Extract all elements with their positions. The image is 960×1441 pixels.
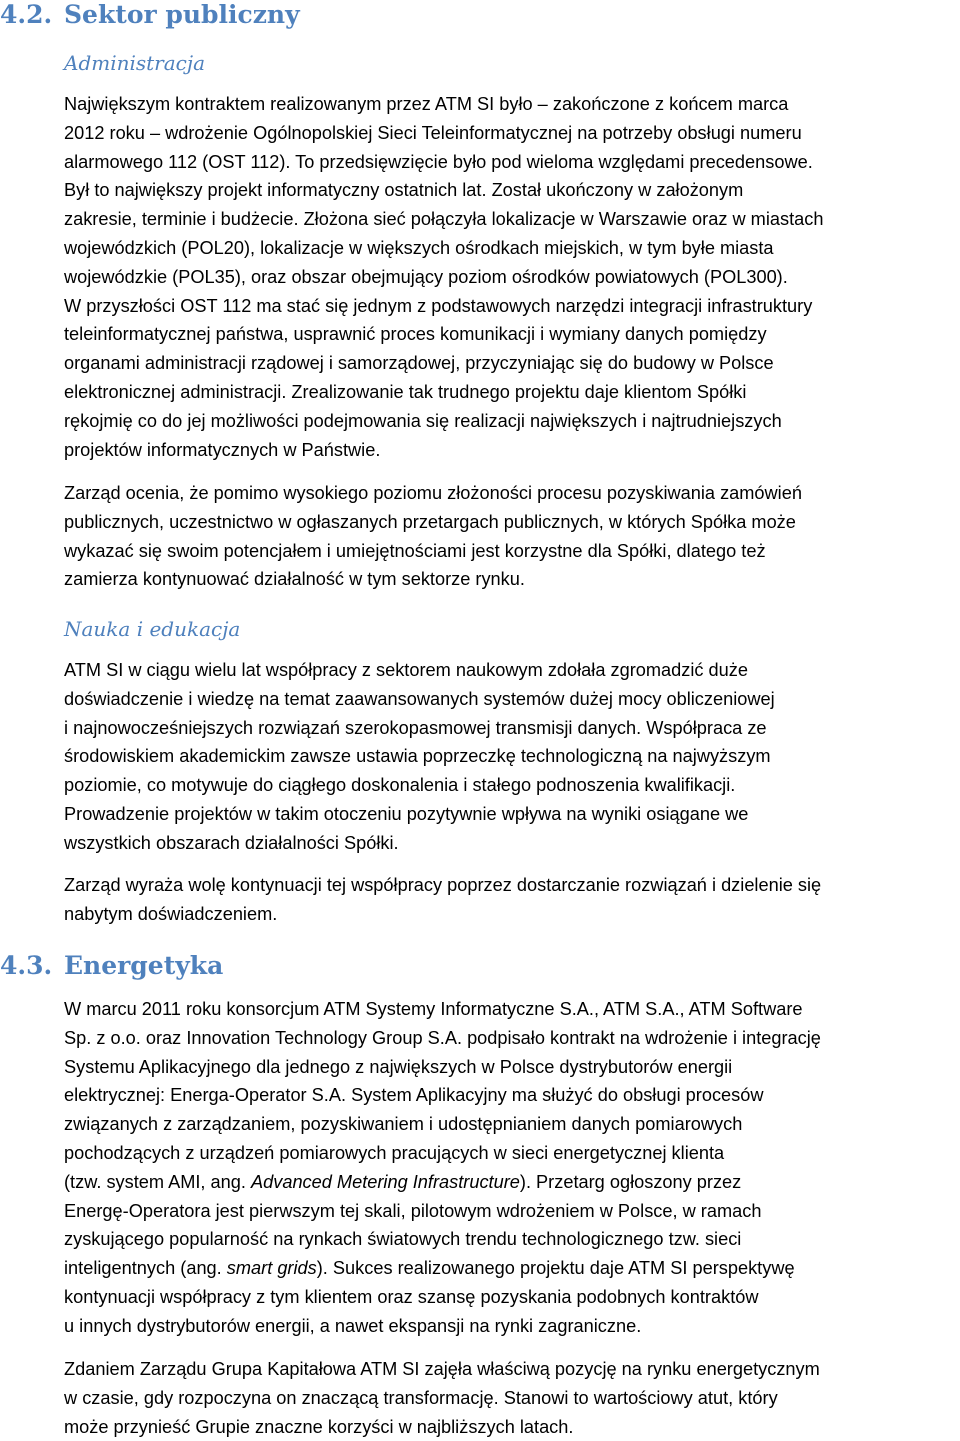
text-line: Systemu Aplikacyjnego dla jednego z największych w Polsce dystrybutorów energii <box>64 1056 733 1077</box>
section-heading-4-3 <box>0 951 223 981</box>
text-line: organami administracji rządowej i samorządowej, przyczyniając się do budowy w Polsce <box>64 353 774 374</box>
paragraph-energetyka-2 <box>64 1355 959 1441</box>
text-line: pochodzących z urządzeń pomiarowych pracujących w sieci energetycznej klienta <box>64 1142 725 1163</box>
text-line: Zarząd wyraża wolę kontynuacji tej współpracy poprzez dostarczanie rozwiązań i dzielenie się <box>64 875 822 895</box>
text-line: alarmowego 112 (OST 112). To przedsięwzięcie było pod wieloma względami precedensowe. <box>64 151 813 172</box>
section-number: 4.3. <box>0 951 53 980</box>
text-line: zakresie, terminie i budżecie. Złożona sieć połączyła lokalizacje w Warszawie oraz w miastach <box>64 209 824 230</box>
text-run: inteligentnych (ang. <box>64 1258 227 1279</box>
text-line: W marcu 2011 roku konsorcjum ATM Systemy Informatyczne S.A., ATM S.A., ATM Software <box>64 999 803 1019</box>
text-line: 2012 roku – wdrożenie Ogólnopolskiej Sieci Teleinformatycznej na potrzeby obsługi numeru <box>64 122 802 143</box>
paragraph-administracja-2 <box>64 479 959 594</box>
text-line: zyskującego popularność na rynkach światowych trendu technologicznego tzw. sieci <box>64 1229 742 1250</box>
text-line: ATM SI w ciągu wielu lat współpracy z sektorem naukowym zdołała zgromadzić duże <box>64 660 748 680</box>
text-line: nabytym doświadczeniem. <box>64 903 278 924</box>
section-number: 4.2. <box>0 0 53 29</box>
section-title: Sektor publiczny <box>64 0 300 29</box>
section-title: Energetyka <box>64 951 224 980</box>
text-line: elektrycznej: Energa-Operator S.A. System Aplikacyjny ma służyć do obsługi procesów <box>64 1085 764 1106</box>
text-line: Prowadzenie projektów w takim otoczeniu pozytywnie wpływa na wyniki osiągane we <box>64 803 749 824</box>
text-line: teleinformatycznej państwa, usprawnić proces komunikacji i wymiany danych pomiędzy <box>64 324 767 345</box>
text-line: zamierza kontynuować działalność w tym sektorze rynku. <box>64 569 525 590</box>
text-line-smart-grids <box>64 1254 959 1283</box>
text-line: kontynuacji współpracy z tym klientem oraz szansę pozyskania podobnych kontraktów <box>64 1286 759 1307</box>
paragraph-administracja-1 <box>64 90 959 464</box>
paragraph-nauka-1 <box>64 656 959 858</box>
text-line: związanych z zarządzaniem, pozyskiwaniem i udostępnianiem danych pomiarowych <box>64 1114 743 1135</box>
text-line: Zdaniem Zarządu Grupa Kapitałowa ATM SI zajęła właściwą pozycję na rynku energetycznym <box>64 1359 820 1379</box>
text-line: wszystkich obszarach działalności Spółki. <box>64 832 399 853</box>
text-line: wykazać się swoim potencjałem i umiejętnościami jest korzystne dla Spółki, dlatego też <box>64 540 766 561</box>
text-line: rękojmię co do jej możliwości podejmowania się realizacji największych i najtrudniejszych <box>64 410 782 431</box>
text-line: projektów informatycznych w Państwie. <box>64 439 381 460</box>
text-run: ). Sukces realizowanego projektu daje ATM SI perspektywę <box>316 1258 795 1279</box>
text-line: doświadczenie i wiedzę na temat zaawansowanych systemów dużej mocy obliczeniowej <box>64 688 775 709</box>
paragraph-nauka-2 <box>64 871 959 929</box>
text-line: i najnowocześniejszych rozwiązań szerokopasmowej transmisji danych. Współpraca ze <box>64 717 767 738</box>
paragraph-energetyka-1 <box>64 995 959 1341</box>
text-line: u innych dystrybutorów energii, a nawet ekspansji na rynki zagraniczne. <box>64 1315 642 1336</box>
text-line: w czasie, gdy rozpoczyna on znaczącą transformację. Stanowi to wartościowy atut, który <box>64 1387 778 1408</box>
text-line: Największym kontraktem realizowanym przez ATM SI było – zakończone z końcem marca <box>64 94 789 114</box>
text-run: ). Przetarg ogłoszony przez <box>519 1171 742 1192</box>
text-line: elektronicznej administracji. Zrealizowanie tak trudnego projektu daje klientom Spółki <box>64 381 747 402</box>
text-line: Energę-Operatora jest pierwszym tej skali, pilotowym wdrożeniem w Polsce, w ramach <box>64 1200 762 1221</box>
text-run: (tzw. system AMI, ang. <box>64 1171 251 1192</box>
text-line: środowiskiem akademickim zawsze ustawia poprzeczkę technologiczną na najwyższym <box>64 746 771 767</box>
text-line: wojewódzkich (POL20), lokalizacje w większych ośrodkach miejskich, w tym byłe miasta <box>64 237 774 258</box>
section-heading-4-2 <box>0 0 300 30</box>
text-line: Był to największy projekt informatyczny ostatnich lat. Został ukończony w założonym <box>64 180 744 201</box>
italic-term: smart grids <box>226 1258 317 1279</box>
text-line-ami <box>64 1168 959 1197</box>
subheading-nauka: Nauka i edukacja <box>64 617 241 641</box>
text-line: może przynieść Grupie znaczne korzyści w najbliższych latach. <box>64 1416 574 1437</box>
text-line: W przyszłości OST 112 ma stać się jednym z podstawowych narzędzi integracji infrastruktury <box>64 295 813 316</box>
text-line: Zarząd ocenia, że pomimo wysokiego poziomu złożoności procesu pozyskiwania zamówień <box>64 483 802 503</box>
text-line: wojewódzkie (POL35), oraz obszar obejmujący poziom ośrodków powiatowych (POL300). <box>64 266 788 287</box>
text-line: poziomie, co motywuje do ciągłego doskonalenia i stałego podnoszenia kwalifikacji. <box>64 775 736 796</box>
italic-term: Advanced Metering Infrastructure <box>250 1171 520 1192</box>
subheading-administracja: Administracja <box>64 51 205 75</box>
text-line: Sp. z o.o. oraz Innovation Technology Group S.A. podpisało kontrakt na wdrożenie i integrację <box>64 1027 821 1048</box>
text-line: publicznych, uczestnictwo w ogłaszanych przetargach publicznych, w których Spółka może <box>64 511 796 532</box>
